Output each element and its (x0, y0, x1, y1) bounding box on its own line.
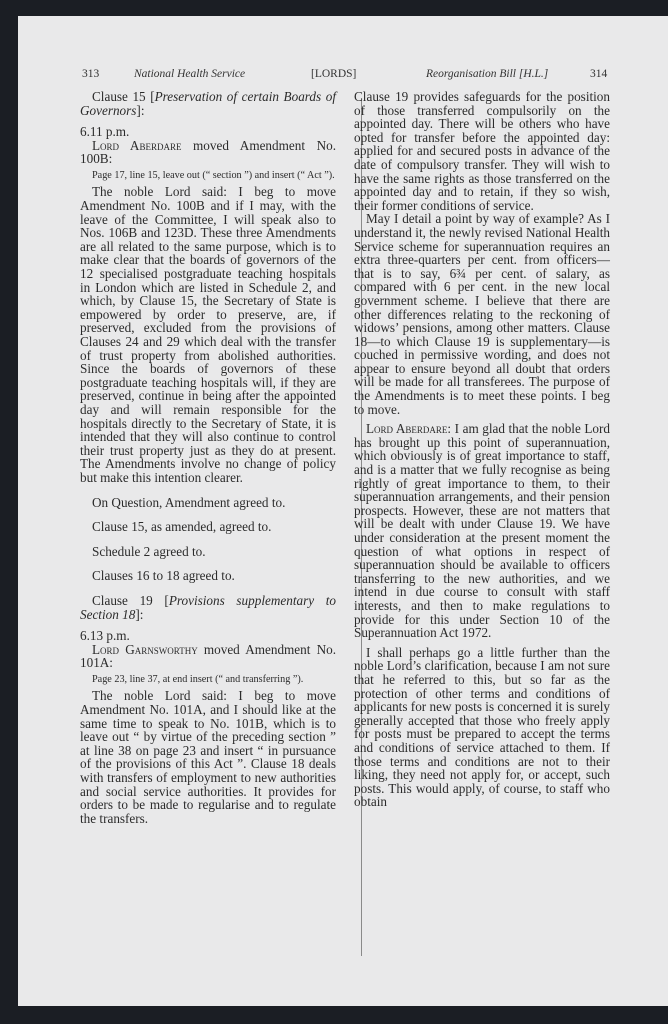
page-number-right: 314 (590, 68, 608, 80)
running-title-right: Reorganisation Bill [H.L.] (426, 68, 549, 80)
page-number-left: 313 (82, 68, 100, 80)
speech-paragraph-2: The noble Lord said: I beg to move Amendment No. 101A, and I should like at the same time to speak to No. 101B, which is to leave out “ by virtue of the preceding section ” at line 38 on page 23 and insert “ in pursuance of the provisions of this Act ”. Clause 18 deals with transfers of employment to new authorities and social service authorities. It provides for orders to be made to regularise and to regulate the transfers. (80, 688, 336, 826)
left-column (80, 90, 336, 825)
agreed-line-2: Clause 15, as amended, agreed to. (92, 519, 272, 535)
running-title-left: National Health Service (134, 68, 246, 80)
right-column (354, 90, 610, 809)
agreed-line-1: On Question, Amendment agreed to. (92, 494, 286, 510)
clause-15-heading: Clause 15 [Preservation of certain Boards of Governors]: (80, 89, 336, 118)
right-paragraph-3: Lord Aberdare: I am glad that the noble Lord has brought up this point of superannuation, which obviously is of great importance to staff, and is a matter that we fully recognise as being rightly of great importance to them, to their superannuation arrangements, and their pension prospects. However, these are not matters that will be dealt with under Clause 19. We have under consideration at the present moment the question of what options in respect of superannuation should be available to officers transferring to the new authorities, and we intend in due course to consult with staff interests, and then to make regulations to provide for this under Section 10 of the Superannuation Act 1972. (354, 421, 610, 641)
agreed-line-4: Clauses 16 to 18 agreed to. (92, 568, 235, 584)
right-paragraph-2: May I detail a point by way of example? As I understand it, the newly revised National Health Service scheme for superannuation requires an extra three-quarters per cent. from officers—that is to say, 6¾ per cent. of salary, as compared with 6 per cent. in the new local government scheme. I believe that there are other differences relating to the reckoning of widows’ pensions, among other matters. Clause 18—to which Clause 19 is supplementary—is couched in permissive wording, and does not appear to ensure beyond all doubt that orders will be made for all transferees. The purpose of the Amendments is to meet these points. I beg to move. (354, 211, 610, 417)
house-label: [LORDS] (311, 68, 357, 80)
right-paragraph-4: I shall perhaps go a little further than the noble Lord’s clarification, because I am not sure that he referred to this, but so far as the protection of other terms and conditions of applicants for new posts is concerned it is surely generally accepted that those who freely apply for posts must be prepared to accept the terms and conditions of service attached to them. If those terms and conditions are not to their liking, they need not apply for, or accept, such posts. This would apply, of course, to staff who obtain (354, 644, 610, 810)
motion-1: Lord Aberdare moved Amendment No. 100B: (80, 137, 336, 167)
speech-paragraph-1: The noble Lord said: I beg to move Amendment No. 100B and if I may, with the leave of the Committee, I will speak also to Nos. 106B and 123D. These three Amendments are all related to the same purpose, which is to make clear that the boards of governors of the 12 specialised postgraduate teaching hospitals in London which are listed in Schedule 2, and which, by Clause 15, the Secretary of State is empowered by order to preserve, are, if preserved, excluded from the provisions of Clauses 24 and 29 which deal with the transfer of trust property from abolished authorities. Since the boards of governors of these postgraduate teaching hospitals will, if they are preserved, continue in being after the appointed day and will remain responsible for the hospitals directly to the Secretary of State, it is intended that they will also continue to control their trust property just as they do at present. The Amendments involve no change of policy but make this intention clearer. (80, 184, 336, 485)
motion-2: Lord Garnsworthy moved Amendment No. 101A: (80, 641, 336, 671)
right-paragraph-1: Clause 19 provides safeguards for the position of those transferred compulsorily on the appointed day. There will be others who have opted for transfer before the appointed day: applied for and secured posts in advance of the date of compulsory transfer. They will wish to have the same rights as those transferred on the appointed day and to retain, if they so wish, their former conditions of service. (354, 89, 610, 213)
amendment-text-1: Page 17, line 15, leave out (“ section ”) and insert (“ Act ”). (92, 169, 335, 181)
timestamp-1: 6.11 p.m. (80, 124, 130, 140)
document-page (18, 16, 668, 1006)
timestamp-2: 6.13 p.m. (80, 628, 130, 644)
speaker-name: Lord Aberdare (92, 137, 182, 153)
clause-19-heading: Clause 19 [Provisions supplementary to Section 18]: (80, 592, 336, 622)
agreed-line-3: Schedule 2 agreed to. (92, 543, 206, 559)
speaker-name: Lord Aberdare (366, 421, 448, 437)
page-header (18, 68, 668, 86)
speaker-name: Lord Garnsworthy (92, 641, 198, 657)
amendment-text-2: Page 23, line 37, at end insert (“ and transferring ”). (92, 673, 304, 685)
